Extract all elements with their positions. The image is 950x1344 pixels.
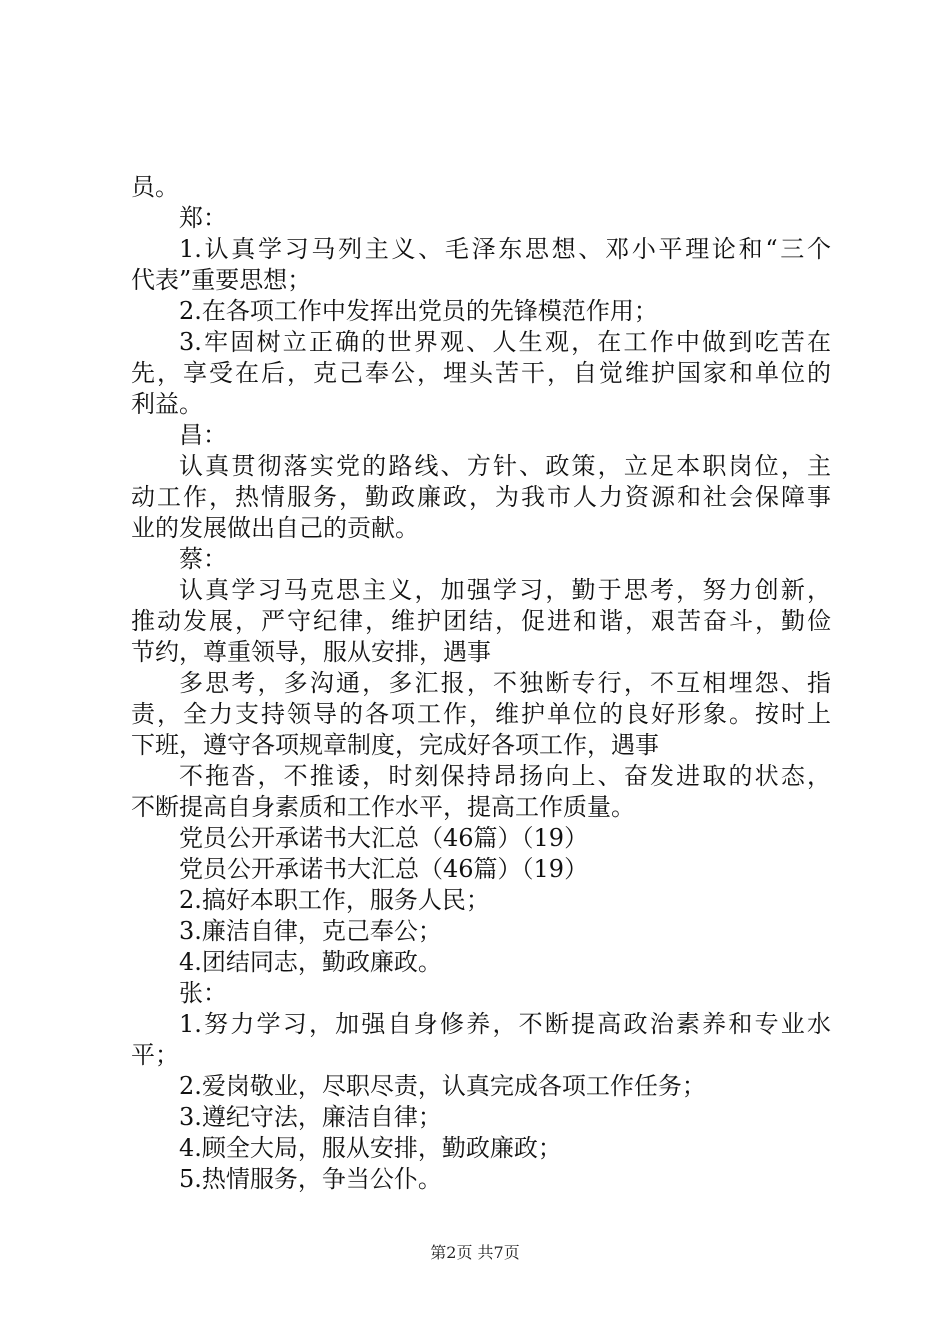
text-line: 2.在各项工作中发挥出党员的先锋模范作用；: [179, 297, 658, 325]
page-footer: 第2页 共7页: [430, 1243, 520, 1262]
text-line: 2.搞好本职工作，服务人民；: [179, 886, 490, 914]
text-line: 1.努力学习，加强自身修养，不断提高政治素养和专业水: [179, 1010, 831, 1038]
text-line: 蔡：: [179, 545, 227, 573]
text-line: 2.爱岗敬业，尽职尽责，认真完成各项工作任务；: [179, 1072, 706, 1100]
text-line: 平；: [131, 1041, 179, 1069]
text-line: 3.牢固树立正确的世界观、人生观，在工作中做到吃苦在: [179, 328, 831, 356]
text-line: 不断提高自身素质和工作水平，提高工作质量。: [131, 793, 635, 821]
text-line: 下班，遵守各项规章制度，完成好各项工作，遇事: [131, 731, 659, 759]
text-line: 节约，尊重领导，服从安排，遇事: [131, 638, 491, 666]
text-line: 党员公开承诺书大汇总（46篇）（19）: [179, 824, 589, 852]
text-line: 业的发展做出自己的贡献。: [131, 514, 419, 542]
text-line: 认真学习马克思主义，加强学习，勤于思考，努力创新，: [179, 576, 831, 604]
text-line: 员。: [131, 173, 179, 201]
text-line: 利益。: [131, 390, 203, 418]
text-line: 4.顾全大局，服从安排，勤政廉政；: [179, 1134, 562, 1162]
text-line: 代表”重要思想；: [131, 266, 312, 294]
text-line: 4.团结同志，勤政廉政。: [179, 948, 442, 976]
text-line: 认真贯彻落实党的路线、方针、政策，立足本职岗位，主: [179, 452, 831, 480]
text-line: 党员公开承诺书大汇总（46篇）（19）: [179, 855, 589, 883]
text-line: 郑：: [179, 204, 227, 232]
text-line: 先，享受在后，克己奉公，埋头苦干，自觉维护国家和单位的: [131, 359, 831, 387]
text-line: 责，全力支持领导的各项工作，维护单位的良好形象。按时上: [131, 700, 831, 728]
text-line: 张：: [179, 979, 227, 1007]
text-line: 3.遵纪守法，廉洁自律；: [179, 1103, 442, 1131]
text-line: 昌：: [179, 421, 227, 449]
text-line: 1.认真学习马列主义、毛泽东思想、邓小平理论和“三个: [179, 235, 831, 263]
text-line: 3.廉洁自律，克己奉公；: [179, 917, 442, 945]
text-line: 多思考，多沟通，多汇报，不独断专行，不互相埋怨、指: [179, 669, 831, 697]
document-body: [131, 172, 831, 1195]
text-line: 推动发展，严守纪律，维护团结，促进和谐，艰苦奋斗，勤俭: [131, 607, 831, 635]
text-line: 5.热情服务，争当公仆。: [179, 1165, 442, 1193]
text-line: 动工作，热情服务，勤政廉政，为我市人力资源和社会保障事: [131, 483, 831, 511]
text-line: 不拖沓，不推诿，时刻保持昂扬向上、奋发进取的状态，: [179, 762, 831, 790]
